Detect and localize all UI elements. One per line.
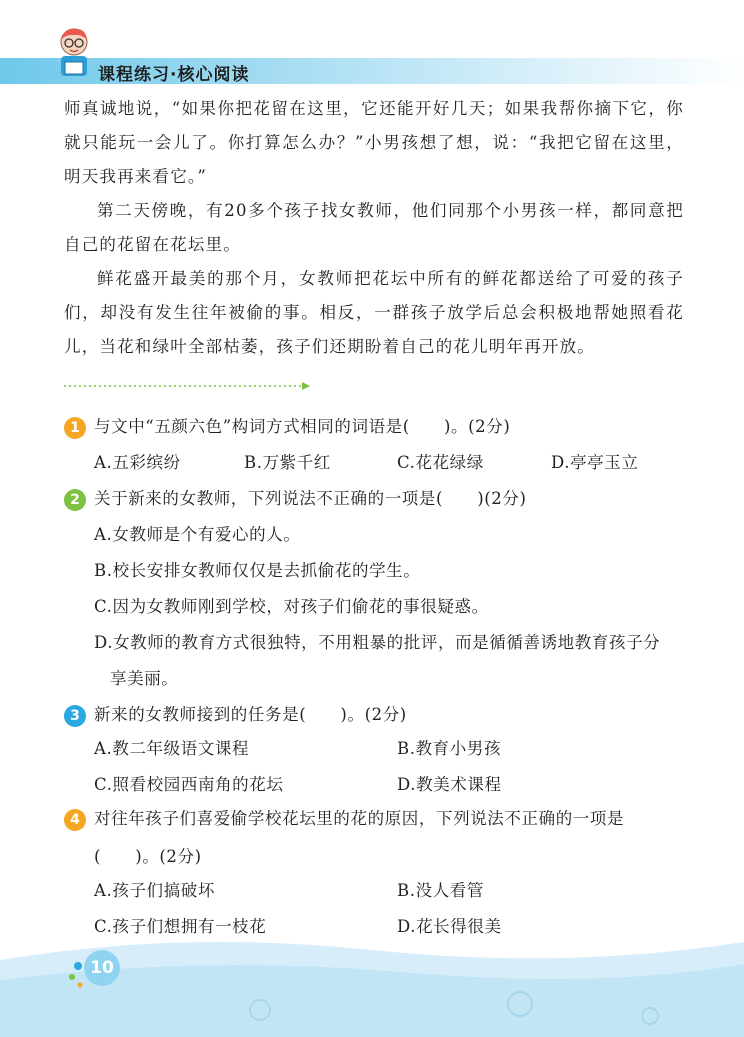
question-number-badge: 1 [64, 417, 86, 439]
q4-option-d: D.花长得很美 [397, 917, 502, 936]
q4-option-c: C.孩子们想拥有一枝花 [94, 917, 267, 936]
question-1-text: 与文中“五颜六色”构词方式相同的词语是( )。(2分) [94, 417, 511, 436]
q2-option-d-continued: 享美丽。 [110, 669, 179, 688]
page-number: 10 [84, 950, 120, 986]
passage-paragraph-1: 师真诚地说，“如果你把花留在这里，它还能开好几天；如果我帮你摘下它，你就只能玩一会儿了。你打算怎么办？”小男孩想了想，说：“我把它留在这里，明天我再来看它。” [64, 99, 684, 186]
question-number-badge: 3 [64, 705, 86, 727]
q2-option-c: C.因为女教师刚到学校，对孩子们偷花的事很疑惑。 [94, 597, 489, 616]
dotted-arrow-divider [64, 380, 314, 392]
q1-option-a: A.五彩缤纷 [94, 453, 181, 472]
q2-option-a: A.女教师是个有爱心的人。 [94, 525, 301, 544]
q3-option-d: D.教美术课程 [397, 775, 502, 794]
q1-option-b: B.万紫千红 [244, 453, 331, 472]
q3-option-a: A.教二年级语文课程 [94, 739, 250, 758]
passage-paragraph-3: 鲜花盛开最美的那个月，女教师把花坛中所有的鲜花都送给了可爱的孩子们，却没有发生往年被偷的事。相反，一群孩子放学后总会积极地帮她照看花儿，当花和绿叶全部枯萎，孩子们还期盼着自己的花儿明年再开放。 [64, 269, 684, 356]
question-4-text: 对往年孩子们喜爱偷学校花坛里的花的原因，下列说法不正确的一项是 [94, 809, 625, 828]
q1-option-d: D.亭亭玉立 [551, 453, 639, 472]
passage-paragraph-2: 第二天傍晚，有20多个孩子找女教师，他们同那个小男孩一样，都同意把自己的花留在花坛里。 [64, 201, 684, 254]
question-2-text: 关于新来的女教师，下列说法不正确的一项是( )(2分) [94, 489, 527, 508]
q2-option-d: D.女教师的教育方式很独特，不用粗暴的批评，而是循循善诱地教育孩子分 [94, 633, 661, 652]
q4-option-b: B.没人看管 [397, 881, 484, 900]
mascot-reader-icon [52, 26, 96, 82]
question-number-badge: 4 [64, 809, 86, 831]
question-4-text-continued: ( )。(2分) [94, 847, 202, 866]
section-title: 课程练习·核心阅读 [98, 65, 250, 85]
q3-option-b: B.教育小男孩 [397, 739, 502, 758]
q1-option-c: C.花花绿绿 [397, 453, 484, 472]
question-3-text: 新来的女教师接到的任务是( )。(2分) [94, 705, 407, 724]
q4-option-a: A.孩子们搞破坏 [94, 881, 215, 900]
q2-option-b: B.校长安排女教师仅仅是去抓偷花的学生。 [94, 561, 421, 580]
question-number-badge: 2 [64, 489, 86, 511]
q3-option-c: C.照看校园西南角的花坛 [94, 775, 284, 794]
